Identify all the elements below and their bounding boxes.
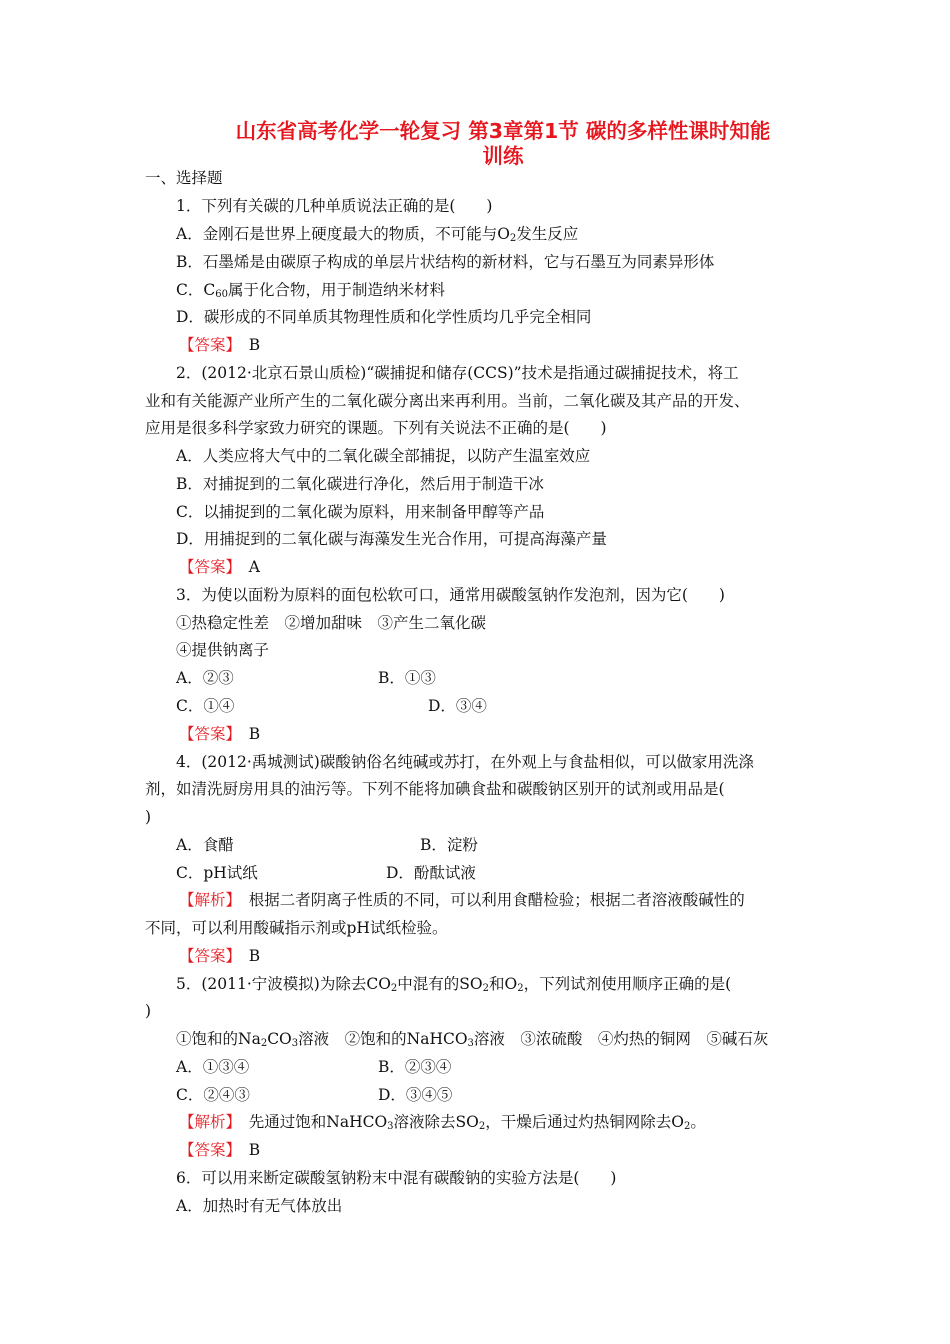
section-heading: 一、选择题 <box>145 169 223 187</box>
question-1-option-a: A．金刚石是世界上硬度最大的物质，不可能与$O_2$发生反应 <box>176 225 579 244</box>
question-3-option-d: D．③④ <box>428 697 487 715</box>
question-2-stem-line-3: 应用是很多科学家致力研究的课题。下列有关说法不正确的是( ) <box>145 419 607 437</box>
question-3-answer: 【答案】 B <box>179 725 261 743</box>
question-5-option-d: D．③④⑤ <box>378 1086 453 1104</box>
title-line-2: 训练 <box>482 144 524 168</box>
question-5-stem-line-1: 5．(2011·宁波模拟)为除去$CO_2$中混有的$SO_2$和$O_2$，下列试剂使用顺序正确的是( <box>176 975 732 994</box>
question-1-option-b: B．石墨烯是由碳原子构成的单层片状结构的新材料，它与石墨互为同素异形体 <box>176 253 715 271</box>
question-4-stem-line-2: 剂，如清洗厨房用具的油污等。下列不能将加碘食盐和碳酸钠区别开的试剂或用品是( <box>145 780 725 798</box>
answer-label: 【答案】 <box>179 947 234 965</box>
question-4-answer: 【答案】 B <box>179 947 261 965</box>
question-4-analysis-line-2: 不同，可以利用酸碱指示剂或pH试纸检验。 <box>145 919 448 937</box>
answer-label: 【答案】 <box>179 725 234 743</box>
question-5-option-c: C．②④③ <box>176 1086 250 1104</box>
analysis-label: 【解析】 <box>179 1113 234 1131</box>
analysis-label: 【解析】 <box>179 891 234 909</box>
question-5-option-a: A．①③④ <box>176 1058 250 1076</box>
question-2-answer: 【答案】 A <box>179 558 260 576</box>
question-4-option-d: D．酚酞试液 <box>386 864 476 882</box>
question-4-option-c: C．pH试纸 <box>176 864 258 882</box>
question-1-option-d: D．碳形成的不同单质其物理性质和化学性质均几乎完全相同 <box>176 308 592 326</box>
question-3-option-c: C．①④ <box>176 697 235 715</box>
question-2-stem-line-1: 2．(2012·北京石景山质检)“碳捕捉和储存(CCS)”技术是指通过碳捕捉技术，将工 <box>176 364 739 382</box>
question-3-option-a: A．②③ <box>176 669 234 687</box>
question-5-analysis: 【解析】 先通过饱和NaHCO$_3$溶液除去$SO_2$，干燥后通过灼热铜网除去$O_2$。 <box>179 1113 706 1132</box>
answer-label: 【答案】 <box>179 1141 234 1159</box>
question-4-stem-line-3: ) <box>145 808 152 826</box>
question-4-option-b: B．淀粉 <box>420 836 478 854</box>
question-2-stem-line-2: 业和有关能源产业所产生的二氧化碳分离出来再利用。当前，二氧化碳及其产品的开发、 <box>145 392 750 410</box>
question-5-option-b: B．②③④ <box>378 1058 452 1076</box>
question-2-option-a: A．人类应将大气中的二氧化碳全部捕捉，以防产生温室效应 <box>176 447 591 465</box>
question-1-answer: 【答案】 B <box>179 336 261 354</box>
question-5-answer: 【答案】 B <box>179 1141 261 1159</box>
question-3-items-line-1: ①热稳定性差 ②增加甜味 ③产生二氧化碳 <box>176 614 487 632</box>
question-4-option-a: A．食醋 <box>176 836 234 854</box>
question-6-stem: 6．可以用来断定碳酸氢钠粉末中混有碳酸钠的实验方法是( ) <box>176 1169 617 1187</box>
question-3-items-line-2: ④提供钠离子 <box>176 641 270 659</box>
question-3-option-b: B．①③ <box>378 669 436 687</box>
title-line-1: 山东省高考化学一轮复习 第3章第1节 碳的多样性课时知能 <box>235 119 771 143</box>
question-2-option-d: D．用捕捉到的二氧化碳与海藻发生光合作用，可提高海藻产量 <box>176 530 607 548</box>
question-6-option-a: A．加热时有无气体放出 <box>176 1197 343 1215</box>
answer-label: 【答案】 <box>179 336 234 354</box>
question-2-option-b: B．对捕捉到的二氧化碳进行净化，然后用于制造干冰 <box>176 475 544 493</box>
question-3-stem: 3．为使以面粉为原料的面包松软可口，通常用碳酸氢钠作发泡剂，因为它( ) <box>176 586 725 604</box>
question-4-analysis-line-1: 【解析】 根据二者阴离子性质的不同，可以利用食醋检验；根据二者溶液酸碱性的 <box>179 891 745 909</box>
question-2-option-c: C．以捕捉到的二氧化碳为原料，用来制备甲醇等产品 <box>176 503 545 521</box>
question-5-items: ①饱和的$Na_2CO_3$溶液 ②饱和的NaHCO$_3$溶液 ③浓硫酸 ④灼热的铜网 ⑤碱石灰 <box>176 1030 769 1049</box>
question-5-stem-line-2: ) <box>145 1002 152 1020</box>
question-4-stem-line-1: 4．(2012·禹城测试)碳酸钠俗名纯碱或苏打，在外观上与食盐相似，可以做家用洗涤 <box>176 753 754 771</box>
question-1-stem: 1．下列有关碳的几种单质说法正确的是( ) <box>176 197 493 215</box>
document-title <box>100 119 906 169</box>
question-1-option-c: C．$C_{60}$属于化合物，用于制造纳米材料 <box>176 281 445 300</box>
answer-label: 【答案】 <box>179 558 234 576</box>
